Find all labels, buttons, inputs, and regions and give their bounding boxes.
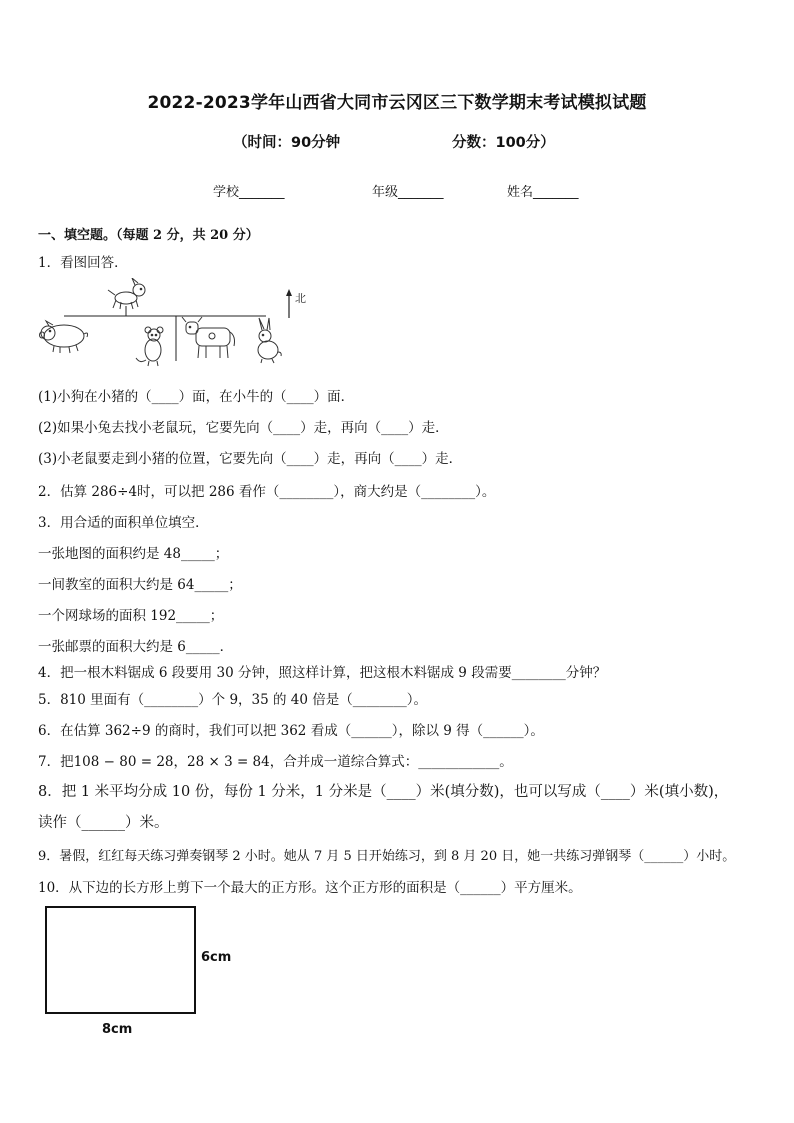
dog-icon bbox=[108, 278, 145, 309]
school-field: 学校_______ bbox=[213, 185, 285, 200]
name-field: 姓名_______ bbox=[507, 185, 579, 200]
north-label: 北 bbox=[295, 292, 306, 305]
exam-score: 分数：100分） bbox=[452, 135, 555, 151]
cow-icon bbox=[182, 317, 235, 358]
question-8-line-2: 读作（______）米。 bbox=[38, 815, 169, 831]
question-1-part-2: (2)如果小兔去找小老鼠玩，它要先向（____）走，再向（____）走． bbox=[38, 420, 449, 436]
question-9: 9．暑假，红红每天练习弹奏钢琴 2 小时。她从 7 月 5 日开始练习，到 8 月 20 日，她一共练习弹钢琴（______）小时。 bbox=[38, 849, 736, 864]
rectangle-figure bbox=[45, 906, 196, 1014]
question-1-stem: 1．看图回答． bbox=[38, 255, 128, 271]
question-3-line-1: 一张地图的面积约是 48_____； bbox=[38, 546, 229, 562]
exam-time: （时间：90分钟 bbox=[233, 135, 341, 151]
question-3-line-2: 一间教室的面积大约是 64_____； bbox=[38, 577, 242, 593]
question-2: 2．估算 286÷4时，可以把 286 看作（________），商大约是（________）。 bbox=[38, 484, 496, 500]
question-3-stem: 3．用合适的面积单位填空． bbox=[38, 515, 209, 531]
rectangle-width-label: 8cm bbox=[102, 1022, 133, 1037]
rectangle-height-label: 6cm bbox=[201, 950, 232, 965]
question-1-part-1: (1)小狗在小猪的（____）面，在小牛的（____）面． bbox=[38, 389, 355, 405]
animal-position-diagram bbox=[36, 278, 311, 368]
question-7: 7．把108 − 80 = 28，28 × 3 = 84，合并成一道综合算式：____________。 bbox=[38, 754, 513, 770]
section-heading: 一、填空题。（每题 2 分，共 20 分） bbox=[38, 228, 259, 243]
question-3-line-4: 一张邮票的面积大约是 6_____． bbox=[38, 639, 234, 655]
page-title: 2022-2023学年山西省大同市云冈区三下数学期末考试模拟试题 bbox=[147, 93, 647, 113]
question-3-line-3: 一个网球场的面积 192_____； bbox=[38, 608, 224, 624]
rabbit-icon bbox=[258, 318, 281, 363]
question-1-part-3: (3)小老鼠要走到小猪的位置，它要先向（____）走，再向（____）走． bbox=[38, 451, 463, 467]
pig-icon bbox=[40, 321, 88, 353]
question-4: 4．把一根木料锯成 6 段要用 30 分钟，照这样计算，把这根木料锯成 9 段需要________分钟？ bbox=[38, 665, 607, 681]
question-6: 6．在估算 362÷9 的商时，我们可以把 362 看成（______），除以 9 得（______）。 bbox=[38, 723, 544, 739]
mouse-icon bbox=[136, 327, 163, 366]
grade-field: 年级_______ bbox=[372, 185, 444, 200]
north-arrow-icon bbox=[286, 289, 292, 318]
question-5: 5．810 里面有（________）个 9，35 的 40 倍是（________）。 bbox=[38, 692, 428, 708]
question-10: 10．从下边的长方形上剪下一个最大的正方形。这个正方形的面积是（______）平方厘米。 bbox=[38, 880, 582, 896]
question-8-line-1: 8．把 1 米平均分成 10 份，每份 1 分米，1 分米是（____）米(填分数)，也可以写成（____）米(填小数)， bbox=[38, 784, 729, 800]
